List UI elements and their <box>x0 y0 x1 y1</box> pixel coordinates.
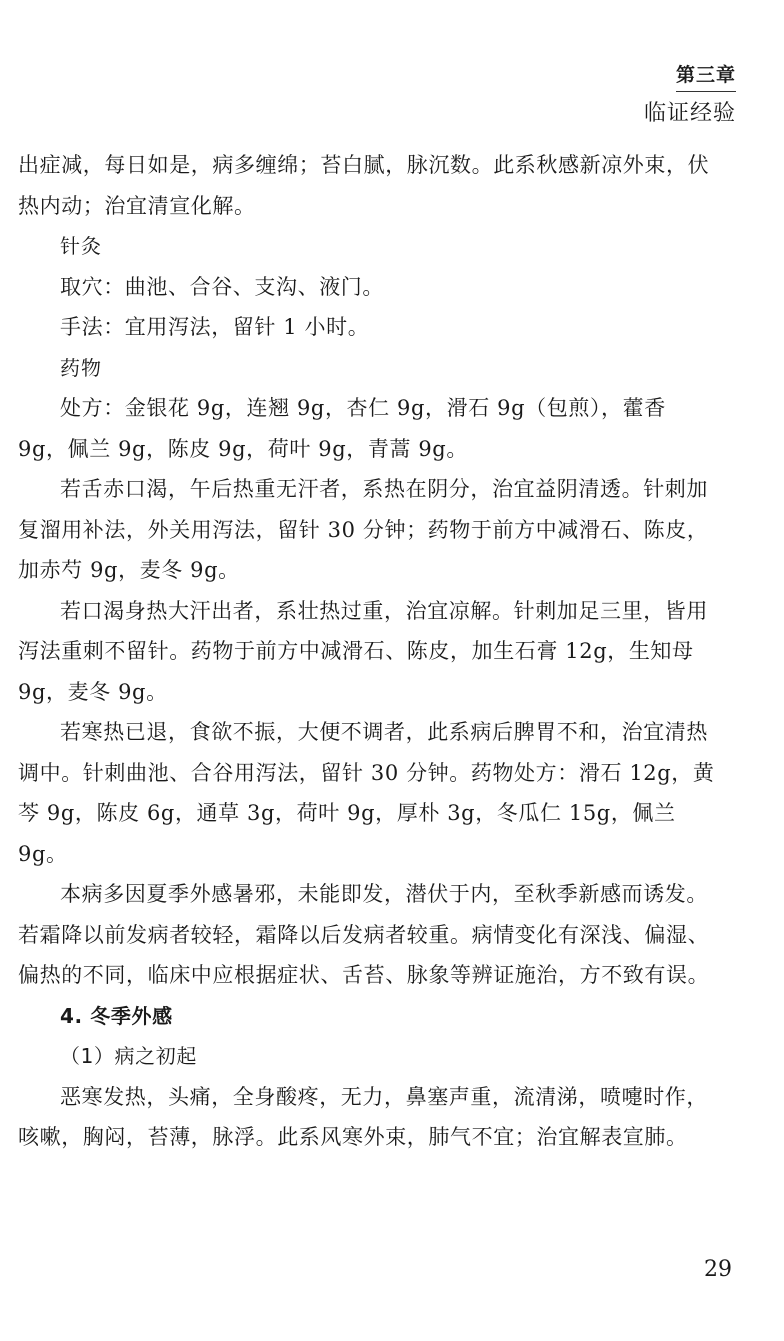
paragraph: 处方：金银花 9g，连翘 9g，杏仁 9g，滑石 9g（包煎），藿香 9g，佩兰 9g，陈皮 9g，荷叶 9g，青蒿 9g。 <box>18 396 666 461</box>
paragraph: 出症减，每日如是，病多缠绵；苔白腻，脉沉数。此系秋感新凉外束，伏热内动；治宜清宣化解。 <box>18 153 710 218</box>
subheading-acupuncture: 针灸 <box>60 234 102 258</box>
paragraph: 恶寒发热，头痛，全身酸疼，无力，鼻塞声重，流清涕，喷嚏时作，咳嗽，胸闷，苔薄，脉浮。此系风寒外束，肺气不宜；治宜解表宣肺。 <box>18 1084 708 1149</box>
page-number: 29 <box>704 1257 732 1282</box>
section-heading: 4. 冬季外感 <box>60 1003 173 1028</box>
subheading-medicine: 药物 <box>60 355 102 380</box>
paragraph: 若寒热已退，食欲不振，大便不调者，此系病后脾胃不和，治宜清热调中。针刺曲池、合谷用泻法，留针 30 分钟。药物处方：滑石 12g，黄芩 9g，陈皮 6g，通草 3g，荷叶 9g，厚朴 3g，冬瓜仁 15g，佩兰 9g。 <box>18 720 715 866</box>
chapter-label: 第三章 <box>676 60 736 92</box>
paragraph: 手法：宜用泻法，留针 1 小时。 <box>60 315 370 339</box>
paragraph: 取穴：曲池、合谷、支沟、液门。 <box>60 274 384 299</box>
running-header <box>644 60 736 127</box>
section-title: 临证经验 <box>643 101 736 126</box>
sub-section-heading: （1）病之初起 <box>60 1044 197 1068</box>
paragraph: 本病多因夏季外感暑邪，未能即发，潜伏于内，至秋季新感而诱发。若霜降以前发病者较轻，霜降以后发病者较重。病情变化有深浅、偏湿、偏热的不同，临床中应根据症状、舌苔、脉象等辨证施治，方不致有误。 <box>18 882 710 987</box>
paragraph: 若口渴身热大汗出者，系壮热过重，治宜凉解。针刺加足三里，皆用泻法重刺不留针。药物于前方中减滑石、陈皮，加生石膏 12g，生知母 9g，麦冬 9g。 <box>18 598 708 704</box>
paragraph: 若舌赤口渴，午后热重无汗者，系热在阴分，治宜益阴清透。针刺加复溜用补法，外关用泻法，留针 30 分钟；药物于前方中减滑石、陈皮，加赤芍 9g，麦冬 9g。 <box>18 477 709 582</box>
page-body <box>18 145 718 1158</box>
